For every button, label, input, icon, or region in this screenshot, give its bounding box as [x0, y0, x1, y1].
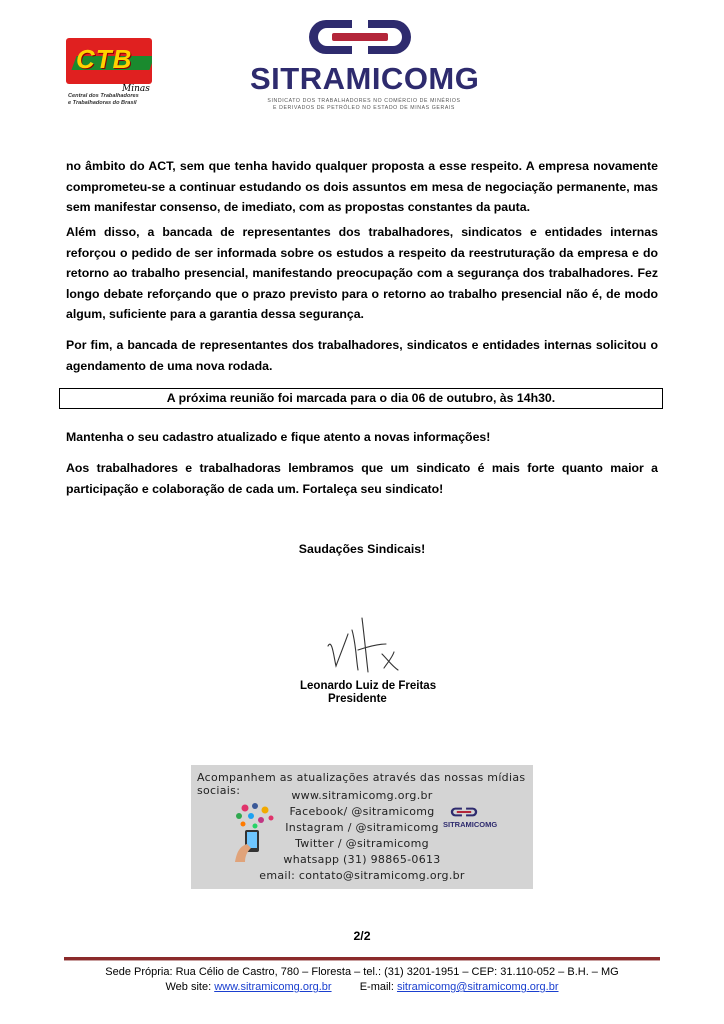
paragraph-nova-rodada: Por fim, a bancada de representantes dos trabalhadores, sindicatos e entidades internas solicitou o agendamento de uma nova rodada.	[66, 338, 658, 373]
signer-name: Leonardo Luiz de Freitas	[300, 680, 437, 692]
footer-email-label: E-mail:	[359, 981, 394, 993]
sitramicomg-mini-logo	[443, 805, 498, 829]
ctb-logo-subtitle	[68, 93, 160, 106]
footer-email-link[interactable]: sitramicomg@sitramicomg.org.br	[396, 981, 559, 993]
greeting: Saudações Sindicais!	[298, 542, 426, 556]
social-twitter[interactable]: Twitter / @sitramicomg	[295, 837, 429, 850]
footer-divider	[64, 957, 660, 961]
sitramicomg-mini-chain-icon	[449, 805, 479, 819]
social-media-box	[191, 765, 533, 889]
footer-web-label: Web site:	[165, 981, 212, 993]
social-email[interactable]: email: contato@sitramicomg.org.br	[259, 869, 465, 882]
social-whatsapp[interactable]: whatsapp (31) 98865-0613	[283, 853, 441, 866]
sitramicomg-tagline	[266, 98, 462, 112]
ctb-subtitle-line-1: Central dos Trabalhadores	[68, 93, 139, 99]
footer-contact	[0, 981, 724, 993]
paragraph-act: no âmbito do ACT, sem que tenha havido qualquer proposta a esse respeito. A empresa novamente comprometeu-se a continuar estudando os dois assuntos em mesa de negociação permanente, mas sem manifestar consenso, de imediato, com as propostas constantes da pauta.	[66, 159, 658, 214]
ctb-logo	[66, 38, 156, 108]
social-facebook[interactable]: Facebook/ @sitramicomg	[289, 805, 435, 818]
paragraph-cadastro: Mantenha o seu cadastro atualizado e fique atento a novas informações!	[66, 430, 491, 444]
social-instagram[interactable]: Instagram / @sitramicomg	[285, 821, 439, 834]
ctb-logo-letters: CTB	[76, 44, 133, 74]
ctb-logo-badge	[66, 38, 152, 84]
ctb-logo-region: Minas	[122, 84, 150, 94]
paragraph-fortaleca: Aos trabalhadores e trabalhadoras lembramos que um sindicato é mais forte quanto maior a participação e colaboração de cada um. Fortaleça seu sindicato!	[66, 461, 658, 496]
social-website[interactable]: www.sitramicomg.org.br	[291, 789, 433, 802]
page-number: 2/2	[353, 929, 371, 943]
sitramicomg-chain-icon	[302, 14, 418, 60]
phone-social-icons-illustration	[231, 802, 279, 862]
social-heading: Acompanhem as atualizações através das nossas mídias sociais:	[197, 771, 526, 797]
handwritten-signature	[322, 610, 412, 680]
sitramicomg-mini-name: SITRAMICOMG	[443, 820, 498, 829]
sitramicomg-tagline-line-1: SINDICATO DOS TRABALHADORES NO COMÉRCIO DE MINÉRIOS	[267, 98, 461, 104]
paragraph-reestruturacao: Além disso, a bancada de representantes dos trabalhadores, sindicatos e entidades internas reforçou o pedido de ser informada sobre os estudos a respeito da reestruturação da empresa e do retorno ao trabalho presencial, manifestando preocupação com a segurança dos trabalhadores. Fez longo debate reforçando que o prazo previsto para o retorno ao trabalho presencial não é, de modo algum, suficiente para a garantia dessa segurança.	[66, 225, 658, 321]
signer-role: Presidente	[328, 693, 387, 705]
sitramicomg-tagline-line-2: E DERIVADOS DE PETRÓLEO NO ESTADO DE MINAS GERAIS	[273, 105, 455, 111]
footer-address: Sede Própria: Rua Célio de Castro, 780 – Floresta – tel.: (31) 3201-1951 – CEP: 31.110-052 – B.H. – MG	[105, 966, 619, 978]
sitramicomg-logo	[250, 14, 480, 114]
next-meeting-notice: A próxima reunião foi marcada para o dia 06 de outubro, às 14h30.	[59, 388, 663, 409]
ctb-subtitle-line-2: e Trabalhadoras do Brasil	[68, 99, 137, 106]
footer-web-link[interactable]: www.sitramicomg.org.br	[214, 981, 332, 993]
sitramicomg-name: SITRAMICOMG	[250, 61, 480, 96]
